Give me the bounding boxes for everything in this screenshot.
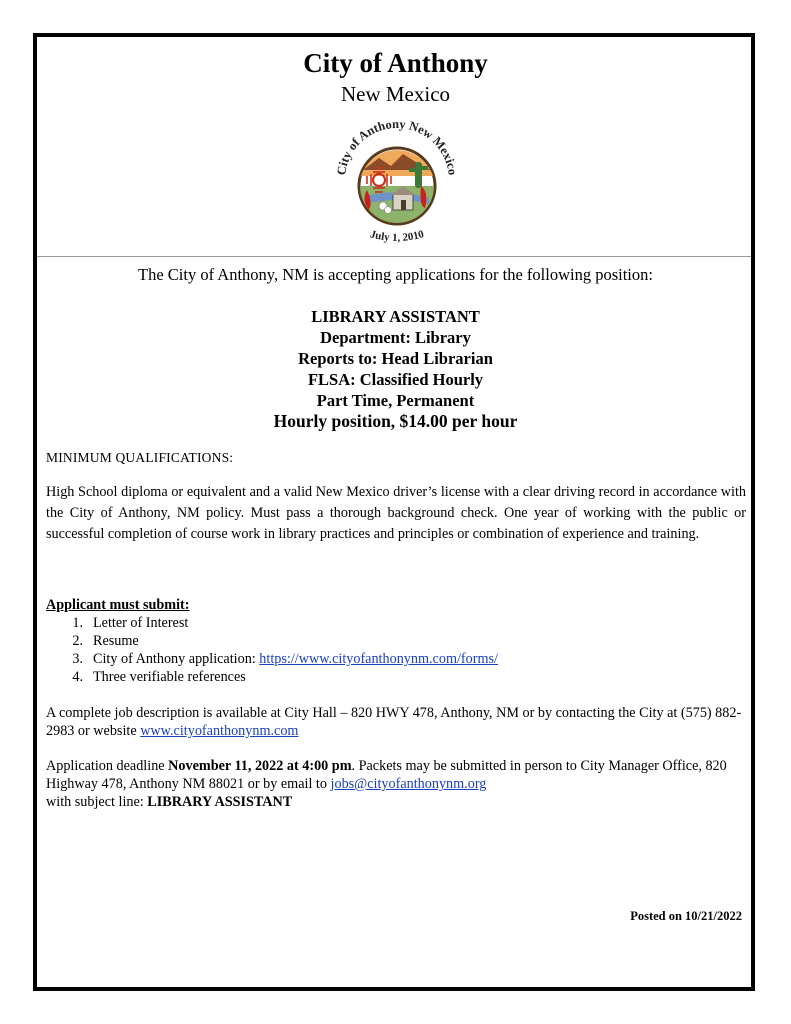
position-pay: Hourly position, $14.00 per hour xyxy=(273,411,518,431)
job-description-note xyxy=(46,704,746,740)
deadline-date: November 11, 2022 at 4:00 pm xyxy=(168,758,352,774)
list-number: 1. xyxy=(72,615,83,631)
subject-line: LIBRARY ASSISTANT xyxy=(147,794,293,810)
submit-heading: Applicant must submit: xyxy=(46,597,190,613)
svg-text:July 1, 2010 xyxy=(369,228,426,244)
deadline-note xyxy=(46,757,746,811)
list-text: Three verifiable references xyxy=(93,669,246,685)
deadline-prefix: Application deadline xyxy=(46,758,169,774)
page-title: City of Anthony xyxy=(303,48,488,78)
city-seal-logo xyxy=(329,106,465,254)
intro-text: The City of Anthony, NM is accepting applications for the following position: xyxy=(138,265,653,284)
list-number: 3. xyxy=(72,651,83,667)
position-title: LIBRARY ASSISTANT xyxy=(311,307,480,326)
list-text: City of Anthony application: xyxy=(93,651,260,667)
position-details xyxy=(0,306,791,432)
qualifications-text: High School diploma or equivalent and a valid New Mexico driver’s license with a clear driving record in accordance with the City of Anthony, NM policy. Must pass a thorough background check. One year of working with the public or successful completion of course work in library practices and principles or combination of experience and training. xyxy=(46,484,746,542)
list-text: Resume xyxy=(93,633,139,649)
application-forms-link[interactable]: https://www.cityofanthonynm.com/forms/ xyxy=(259,651,498,667)
position-reports-to: Reports to: Head Librarian xyxy=(298,349,493,368)
list-item xyxy=(46,614,498,632)
submit-list xyxy=(46,614,498,686)
job-description-text: A complete job description is available at City Hall – 820 HWY 478, Anthony, NM or by contacting the City at (575) 882-2983 or website xyxy=(46,705,742,739)
list-item xyxy=(46,668,498,686)
seal-top-text: City of Anthony New Mexico xyxy=(334,116,460,177)
seal-bottom-text: July 1, 2010 xyxy=(368,228,426,245)
position-flsa: FLSA: Classified Hourly xyxy=(307,370,484,389)
list-text: Letter of Interest xyxy=(93,615,189,631)
subject-prefix: with subject line: xyxy=(46,794,148,810)
posted-date: Posted on 10/21/2022 xyxy=(630,909,742,923)
list-item xyxy=(46,650,498,668)
deadline-middle: . Packets may be submitted in person to City Manager Office, 820 Highway 478, Anthony NM 88021 or by email to xyxy=(46,758,727,792)
position-department: Department: Library xyxy=(320,328,471,347)
position-type: Part Time, Permanent xyxy=(316,391,475,410)
email-link[interactable]: jobs@cityofanthonynm.org xyxy=(330,776,487,792)
page-subtitle: New Mexico xyxy=(340,82,451,106)
list-number: 4. xyxy=(72,669,83,685)
header-divider xyxy=(37,256,751,257)
qualifications-label: MINIMUM QUALIFICATIONS: xyxy=(46,450,234,465)
website-link[interactable]: www.cityofanthonynm.com xyxy=(140,723,299,739)
list-item xyxy=(46,632,498,650)
list-number: 2. xyxy=(72,633,83,649)
